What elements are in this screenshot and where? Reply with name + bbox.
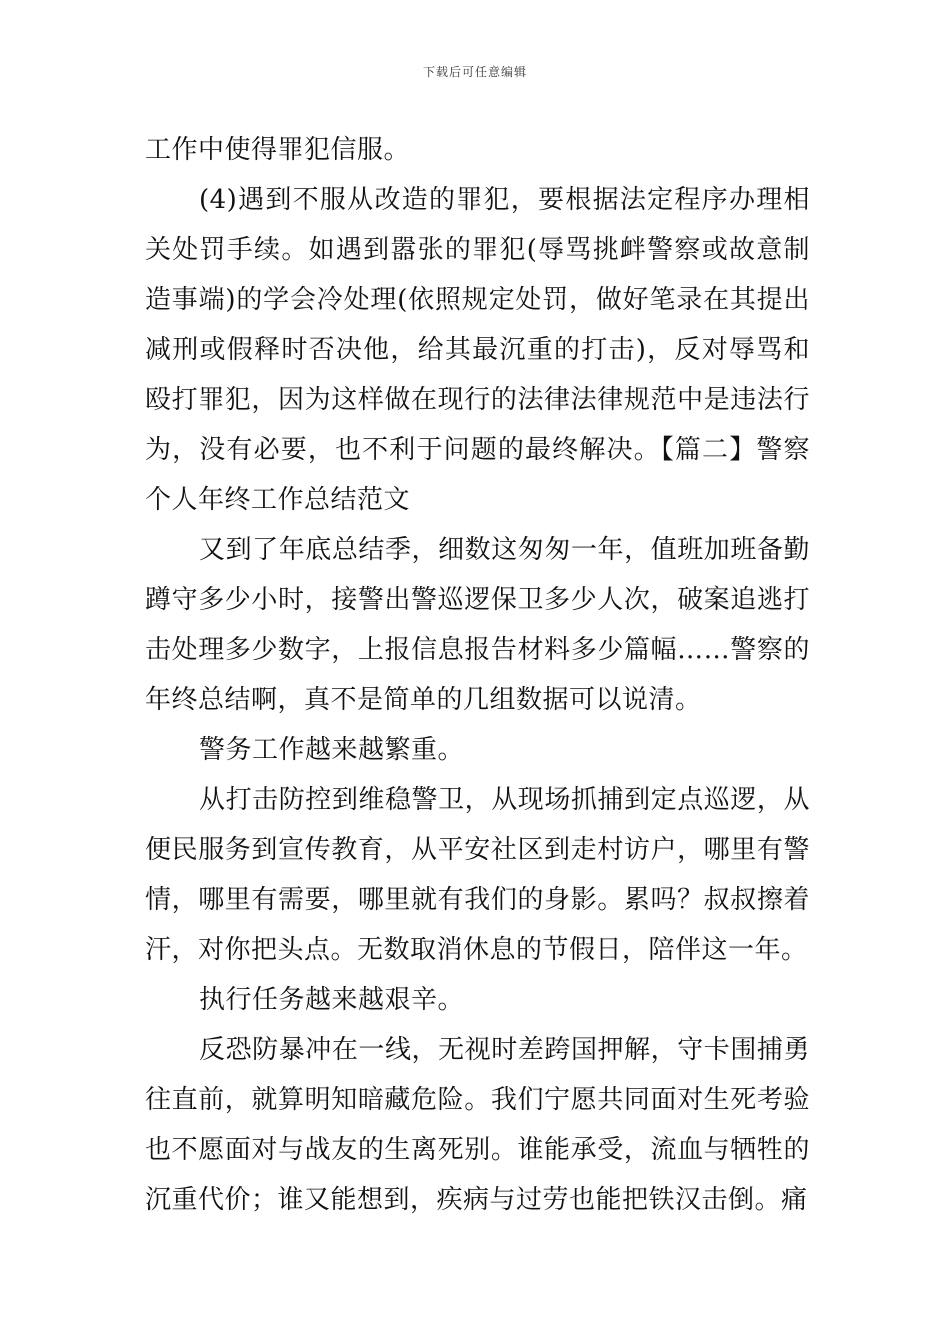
paragraph-7: 反恐防暴冲在一线，无视时差跨国押解，守卡围捕勇往直前，就算明知暗藏危险。我们宁愿共同面对生死考验也不愿面对与战友的生离死别。谁能承受，流血与牺牲的沉重代价；谁又能想到，疾病与过劳也能把铁汉击倒。痛 [145, 1035, 810, 1215]
paragraph-3: 又到了年底总结季，细数这匆匆一年，值班加班备勤蹲守多少小时，接警出警巡逻保卫多少人次，破案追逃打击处理多少数字，上报信息报告材料多少篇幅……警察的年终总结啊，真不是简单的几组数据可以说清。 [145, 535, 810, 715]
paragraph-2: (4)遇到不服从改造的罪犯，要根据法定程序办理相关处罚手续。如遇到嚣张的罪犯(辱骂挑衅警察或故意制造事端)的学会冷处理(依照规定处罚，做好笔录在其提出减刑或假释时否决他，给其最沉重的打击)，反对辱骂和殴打罪犯，因为这样做在现行的法律法律规范中是违法行为，没有必要，也不利于问题的最终解决。【篇二】警察个人年终工作总结范文 [145, 185, 810, 515]
paragraph-1: 工作中使得罪犯信服。 [145, 135, 411, 165]
paragraph-6: 执行任务越来越艰辛。 [199, 985, 465, 1015]
document-body [145, 125, 810, 1225]
page-header: 下载后可任意编辑 [422, 65, 527, 79]
paragraph-4: 警务工作越来越繁重。 [199, 735, 465, 765]
paragraph-5: 从打击防控到维稳警卫，从现场抓捕到定点巡逻，从便民服务到宣传教育，从平安社区到走村访户，哪里有警情，哪里有需要，哪里就有我们的身影。累吗？叔叔擦着汗，对你把头点。无数取消休息的节假日，陪伴这一年。 [145, 785, 810, 965]
